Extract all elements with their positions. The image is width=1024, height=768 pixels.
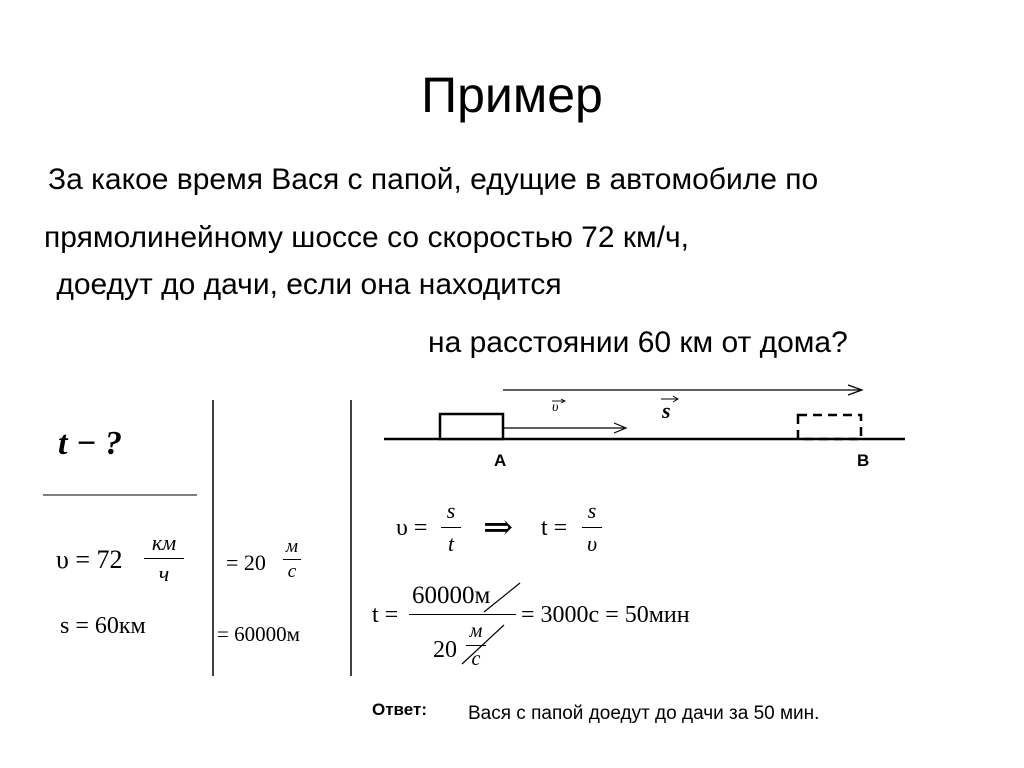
calc-fraction-bar: [409, 614, 516, 615]
slide-title: Пример: [421, 67, 603, 123]
formula-velocity-denominator: t: [447, 531, 455, 556]
si-velocity-unit-numerator: м: [285, 536, 299, 557]
calc-denominator-unit-denominator: с: [471, 648, 481, 670]
calc-numerator: 60000м: [412, 582, 491, 609]
calc-result: = 3000с = 50мин: [521, 602, 690, 628]
formula-time-fraction: [582, 498, 602, 557]
formula-velocity-fraction: [441, 498, 461, 557]
formula-time-numerator: s: [587, 498, 597, 523]
velocity-unit-fraction: [144, 530, 184, 587]
point-a-label: A: [494, 451, 507, 470]
calc-denominator-value: 20: [433, 637, 457, 663]
answer-label: Ответ:: [372, 700, 427, 719]
velocity-value: υ = 72: [56, 545, 123, 574]
distance-value: s = 60км: [60, 613, 146, 639]
answer-text: Вася с папой доедут до дачи за 50 мин.: [468, 703, 820, 724]
point-b-label: B: [857, 451, 870, 470]
problem-line-4: на расстоянии 60 км от дома?: [428, 326, 848, 359]
implies-arrow: ⇒: [483, 507, 514, 547]
problem-line-1: За какое время Вася с папой, едущие в автомобиле по: [48, 163, 819, 196]
calc-lhs: t =: [372, 602, 399, 628]
velocity-label: υ: [552, 400, 559, 415]
calc-denominator-unit: [466, 620, 486, 671]
velocity-unit-denominator: ч: [158, 561, 170, 586]
formula-time-denominator: υ: [586, 531, 598, 556]
formula-time-lhs: t =: [541, 515, 568, 541]
si-velocity-unit-denominator: с: [287, 561, 297, 582]
problem-line-2: прямолинейному шоссе со скоростью 72 км/ч,: [44, 221, 689, 254]
formula-velocity-lhs: υ =: [396, 515, 428, 541]
unknown-quantity: t − ?: [58, 425, 123, 462]
car-start: [440, 414, 503, 439]
si-distance-value: = 60000м: [217, 622, 300, 646]
si-velocity-value: = 20: [226, 550, 266, 575]
si-velocity-unit-fraction: [283, 536, 301, 583]
calc-denominator-unit-numerator: м: [469, 620, 483, 642]
formula-velocity-numerator: s: [446, 498, 456, 523]
problem-line-3: доедут до дачи, если она находится: [48, 268, 562, 301]
displacement-label: s: [662, 398, 671, 423]
velocity-unit-numerator: км: [151, 530, 177, 555]
car-end: [798, 415, 861, 439]
